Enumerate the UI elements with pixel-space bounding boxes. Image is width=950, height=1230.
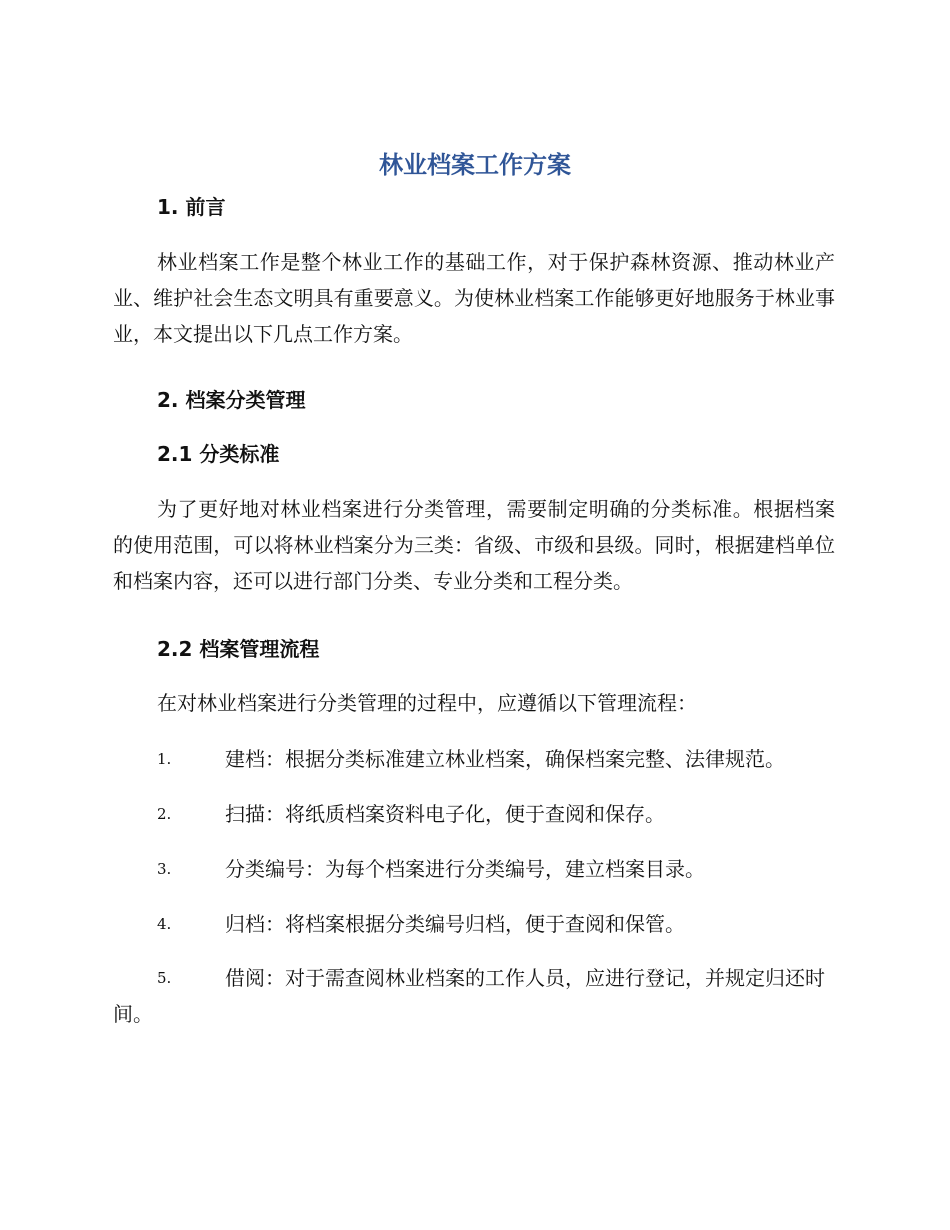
list-item [113, 796, 835, 832]
list-item-text: 借阅：对于需查阅林业档案的工作人员，应进行登记，并规定归还时间。 [113, 966, 825, 1026]
list-item [113, 741, 835, 777]
section-heading-classification: 2. 档案分类管理 [157, 388, 306, 412]
section-heading-intro: 1. 前言 [157, 195, 226, 219]
list-item-number: 5. [157, 969, 172, 987]
list-item-number: 1. [157, 750, 172, 768]
list-item-text: 归档：将档案根据分类编号归档，便于查阅和保管。 [225, 912, 685, 936]
list-item [113, 960, 835, 1032]
subsection-heading-process: 2.2 档案管理流程 [157, 637, 320, 661]
list-item-number: 2. [157, 805, 172, 823]
process-intro: 在对林业档案进行分类管理的过程中，应遵循以下管理流程： [157, 691, 697, 715]
list-item-text: 建档：根据分类标准建立林业档案，确保档案完整、法律规范。 [225, 747, 785, 771]
list-item-text: 扫描：将纸质档案资料电子化，便于查阅和保存。 [225, 802, 665, 826]
intro-paragraph: 林业档案工作是整个林业工作的基础工作，对于保护森林资源、推动林业产业、维护社会生态文明具有重要意义。为使林业档案工作能够更好地服务于林业事业，本文提出以下几点工作方案。 [113, 250, 835, 346]
list-item-text: 分类编号：为每个档案进行分类编号，建立档案目录。 [225, 857, 705, 881]
list-item-number: 3. [157, 860, 172, 878]
list-item [113, 906, 835, 942]
list-item [113, 851, 835, 887]
subsection-heading-standard: 2.1 分类标准 [157, 442, 280, 466]
standard-paragraph: 为了更好地对林业档案进行分类管理，需要制定明确的分类标准。根据档案的使用范围，可以将林业档案分为三类：省级、市级和县级。同时，根据建档单位和档案内容，还可以进行部门分类、专业分类和工程分类。 [113, 497, 835, 593]
list-item-number: 4. [157, 915, 172, 933]
document-title: 林业档案工作方案 [379, 151, 571, 179]
